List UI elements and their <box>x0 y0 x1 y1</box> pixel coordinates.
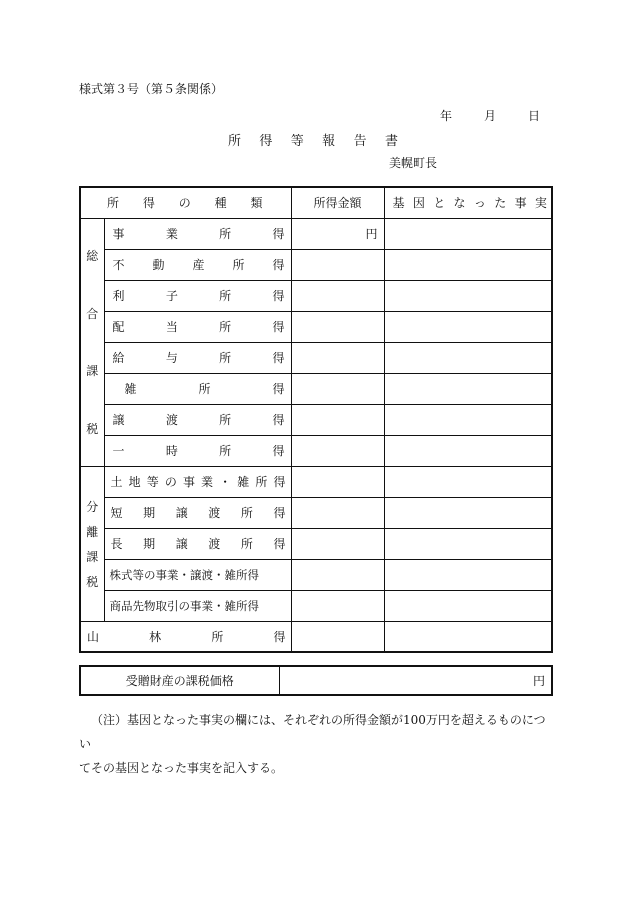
gift-property-table <box>79 665 553 696</box>
document-title <box>228 130 398 149</box>
basis-cell[interactable] <box>384 280 552 311</box>
amount-cell[interactable]: 円 <box>291 218 384 249</box>
amount-cell[interactable] <box>291 373 384 404</box>
table-row <box>80 666 552 695</box>
row-label-salary-income: 給 与 所 得 <box>104 342 291 373</box>
basis-cell[interactable] <box>384 373 552 404</box>
amount-cell[interactable] <box>291 497 384 528</box>
title-char: 告 <box>353 134 367 149</box>
basis-cell[interactable] <box>384 621 552 652</box>
header-income-amount: 所得金額 <box>291 187 384 218</box>
title-char: 書 <box>384 134 398 149</box>
row-label-forest-income: 山 林 所 得 <box>80 621 291 652</box>
amount-cell[interactable] <box>291 466 384 497</box>
table-row <box>80 528 552 559</box>
basis-cell[interactable] <box>384 497 552 528</box>
gift-property-amount[interactable]: 円 <box>279 666 552 695</box>
table-row <box>80 218 552 249</box>
header-income-kind: 所 得 の 種 類 <box>80 187 291 218</box>
footnote-line-2: てその基因となった事実を記入する。 <box>79 761 284 775</box>
table-row <box>80 342 552 373</box>
basis-cell[interactable] <box>384 249 552 280</box>
table-row <box>80 559 552 590</box>
date-day: 日 <box>527 109 540 123</box>
basis-cell[interactable] <box>384 528 552 559</box>
date-month: 月 <box>483 109 496 123</box>
basis-cell[interactable] <box>384 559 552 590</box>
header-basis-fact: 基 因 と な っ た 事 実 <box>384 187 552 218</box>
row-label-real-estate-income: 不 動 産 所 得 <box>104 249 291 280</box>
table-row <box>80 311 552 342</box>
table-row <box>80 590 552 621</box>
row-label-transfer-income: 譲 渡 所 得 <box>104 404 291 435</box>
amount-cell[interactable] <box>291 559 384 590</box>
table-row <box>80 435 552 466</box>
row-label-occasional-income: 一 時 所 得 <box>104 435 291 466</box>
group-bunri-kazei: 分 離 課 税 <box>80 466 104 621</box>
basis-cell[interactable] <box>384 435 552 466</box>
table-row <box>80 497 552 528</box>
amount-cell[interactable] <box>291 249 384 280</box>
table-row <box>80 621 552 652</box>
basis-cell[interactable] <box>384 466 552 497</box>
amount-cell[interactable] <box>291 528 384 559</box>
amount-cell[interactable] <box>291 590 384 621</box>
table-header-row <box>80 187 552 218</box>
table-row <box>80 280 552 311</box>
table-row <box>80 373 552 404</box>
table-row <box>80 466 552 497</box>
gift-property-label: 受贈財産の課税価格 <box>80 666 279 695</box>
footnote-line-1: （注）基因となった事実の欄には、それぞれの所得金額が100万円を超えるものについ <box>79 713 546 751</box>
form-number-label: 様式第３号（第５条関係） <box>79 82 224 96</box>
row-label-dividend-income: 配 当 所 得 <box>104 311 291 342</box>
title-char: 報 <box>322 134 336 149</box>
amount-cell[interactable] <box>291 342 384 373</box>
title-char: 等 <box>290 134 304 149</box>
row-label-stock-income: 株式等の事業・譲渡・雑所得 <box>104 559 291 590</box>
addressee: 美幌町長 <box>389 156 438 170</box>
table-row <box>80 249 552 280</box>
amount-cell[interactable] <box>291 280 384 311</box>
row-label-interest-income: 利 子 所 得 <box>104 280 291 311</box>
basis-cell[interactable] <box>384 311 552 342</box>
title-char: 得 <box>259 134 273 149</box>
row-label-business-income: 事 業 所 得 <box>104 218 291 249</box>
row-label-land-business-income: 土 地 等 の 事 業 ・ 雑 所 得 <box>104 466 291 497</box>
income-table <box>79 186 553 653</box>
date-line <box>440 107 540 124</box>
amount-cell[interactable] <box>291 435 384 466</box>
footnote <box>79 708 554 780</box>
row-label-misc-income: 雑 所 得 <box>104 373 291 404</box>
basis-cell[interactable] <box>384 342 552 373</box>
table-row <box>80 404 552 435</box>
basis-cell[interactable] <box>384 590 552 621</box>
basis-cell[interactable] <box>384 404 552 435</box>
row-label-futures-income: 商品先物取引の事業・雑所得 <box>104 590 291 621</box>
row-label-short-term-transfer: 短 期 譲 渡 所 得 <box>104 497 291 528</box>
row-label-long-term-transfer: 長 期 譲 渡 所 得 <box>104 528 291 559</box>
basis-cell[interactable] <box>384 218 552 249</box>
group-sogo-kazei: 総 合 課 税 <box>80 218 104 466</box>
amount-cell[interactable] <box>291 311 384 342</box>
amount-cell[interactable] <box>291 621 384 652</box>
amount-cell[interactable] <box>291 404 384 435</box>
title-char: 所 <box>228 134 242 149</box>
date-year: 年 <box>440 109 453 123</box>
